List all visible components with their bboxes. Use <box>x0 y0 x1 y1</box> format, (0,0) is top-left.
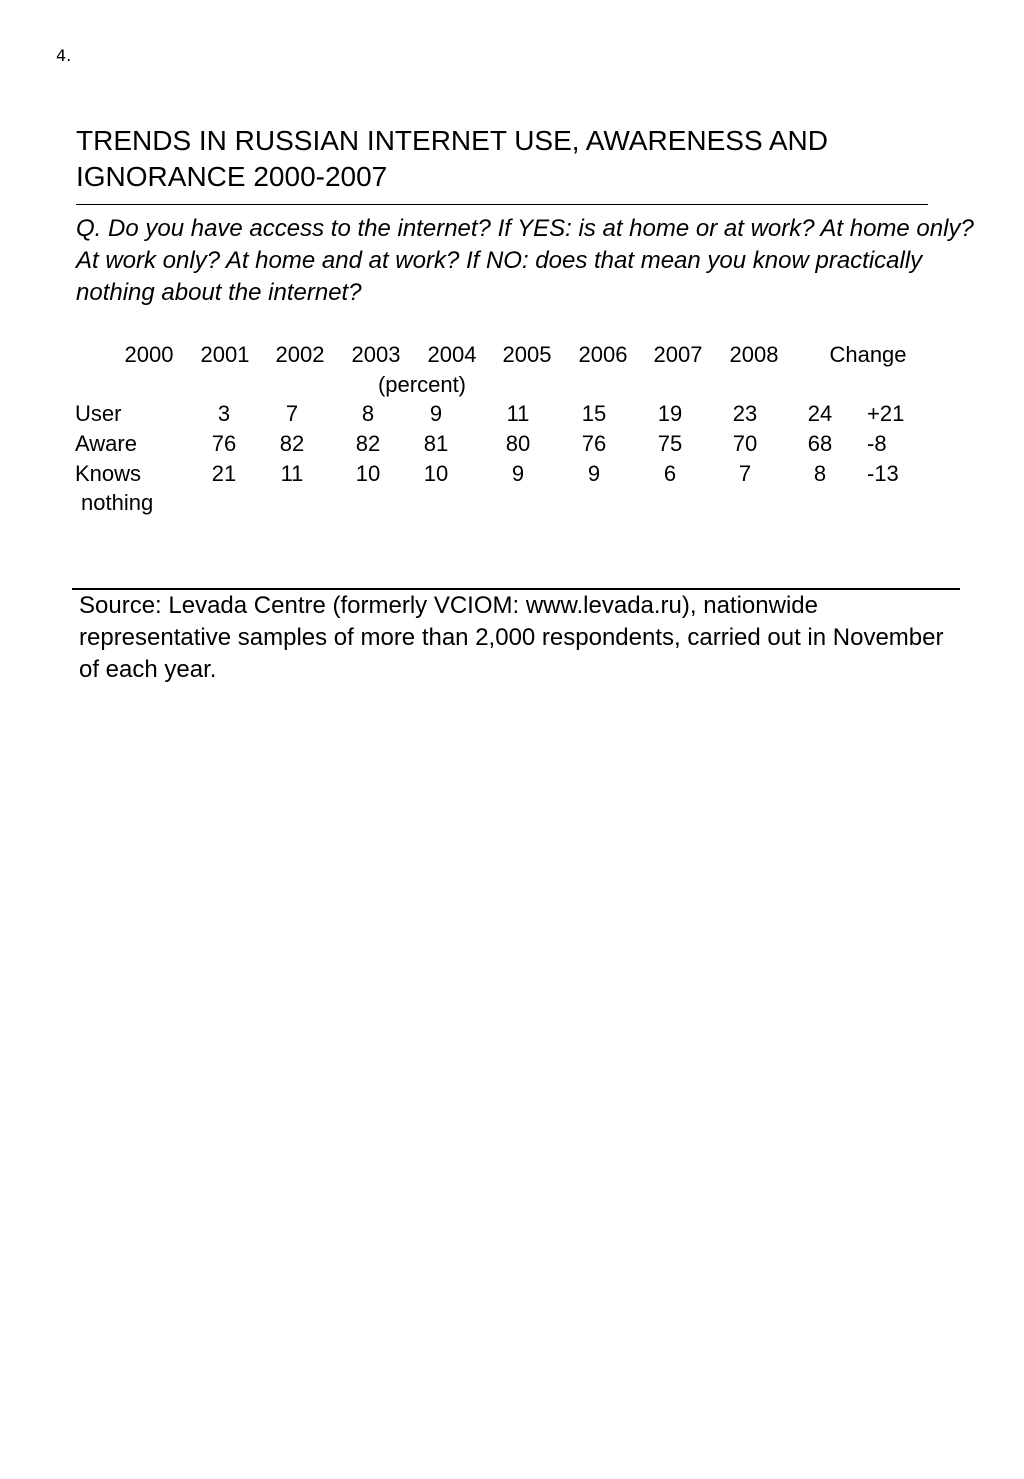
table-cell: 82 <box>279 431 305 456</box>
page-number: 4. <box>56 46 72 65</box>
table-cell: 8 <box>813 461 827 486</box>
table-cell: 11 <box>280 461 304 486</box>
row-label-continued: nothing <box>81 490 154 515</box>
table-cell: 76 <box>211 431 237 456</box>
year-header: 2002 <box>275 342 325 367</box>
year-header: 2005 <box>502 342 552 367</box>
change-cell: -8 <box>867 431 887 456</box>
table-cell: 8 <box>361 401 375 426</box>
change-cell: +21 <box>867 401 905 426</box>
table-cell: 70 <box>732 431 758 456</box>
table-cell: 9 <box>587 461 601 486</box>
table-cell: 82 <box>355 431 381 456</box>
table-cell: 23 <box>732 401 758 426</box>
source-note: Source: Levada Centre (formerly VCIOM: www.levada.ru), nationwide representative samples of more than 2,000 respondents, carried out in November of each year. <box>79 592 944 683</box>
table-cell: 9 <box>429 401 443 426</box>
year-header: 2000 <box>124 342 174 367</box>
table-cell: 81 <box>423 431 449 456</box>
year-header: 2008 <box>729 342 779 367</box>
table-cell: 19 <box>657 401 683 426</box>
year-header: 2001 <box>200 342 250 367</box>
table-cell: 15 <box>581 401 607 426</box>
year-header: 2004 <box>427 342 477 367</box>
row-label: User <box>75 401 122 426</box>
table-cell: 9 <box>511 461 525 486</box>
table-cell: 6 <box>663 461 677 486</box>
table-cell: 21 <box>211 461 237 486</box>
year-header: 2003 <box>351 342 401 367</box>
survey-question: Q. Do you have access to the internet? If YES: is at home or at work? At home only? At work only? At home and at work? If NO: does that mean you know practically nothing about the internet? <box>76 215 974 306</box>
table-cell: 68 <box>807 431 833 456</box>
document-title: TRENDS IN RUSSIAN INTERNET USE, AWARENESS AND IGNORANCE 2000-2007 <box>76 125 828 192</box>
table-cell: 80 <box>505 431 531 456</box>
year-header: 2006 <box>578 342 628 367</box>
table-cell: 10 <box>355 461 381 486</box>
change-header: Change <box>829 342 907 367</box>
table-cell: 7 <box>285 401 299 426</box>
row-label: Aware <box>75 431 137 456</box>
table-cell: 76 <box>581 431 607 456</box>
row-label: Knows <box>75 461 142 486</box>
table-cell: 10 <box>423 461 449 486</box>
data-table <box>0 340 1024 530</box>
table-cell: 11 <box>506 401 530 426</box>
change-cell: -13 <box>867 461 899 486</box>
unit-label: (percent) <box>377 372 467 397</box>
year-header: 2007 <box>653 342 703 367</box>
table-cell: 3 <box>217 401 231 426</box>
table-cell: 75 <box>657 431 683 456</box>
table-cell: 7 <box>738 461 752 486</box>
table-cell: 24 <box>807 401 833 426</box>
title-divider <box>76 204 928 205</box>
